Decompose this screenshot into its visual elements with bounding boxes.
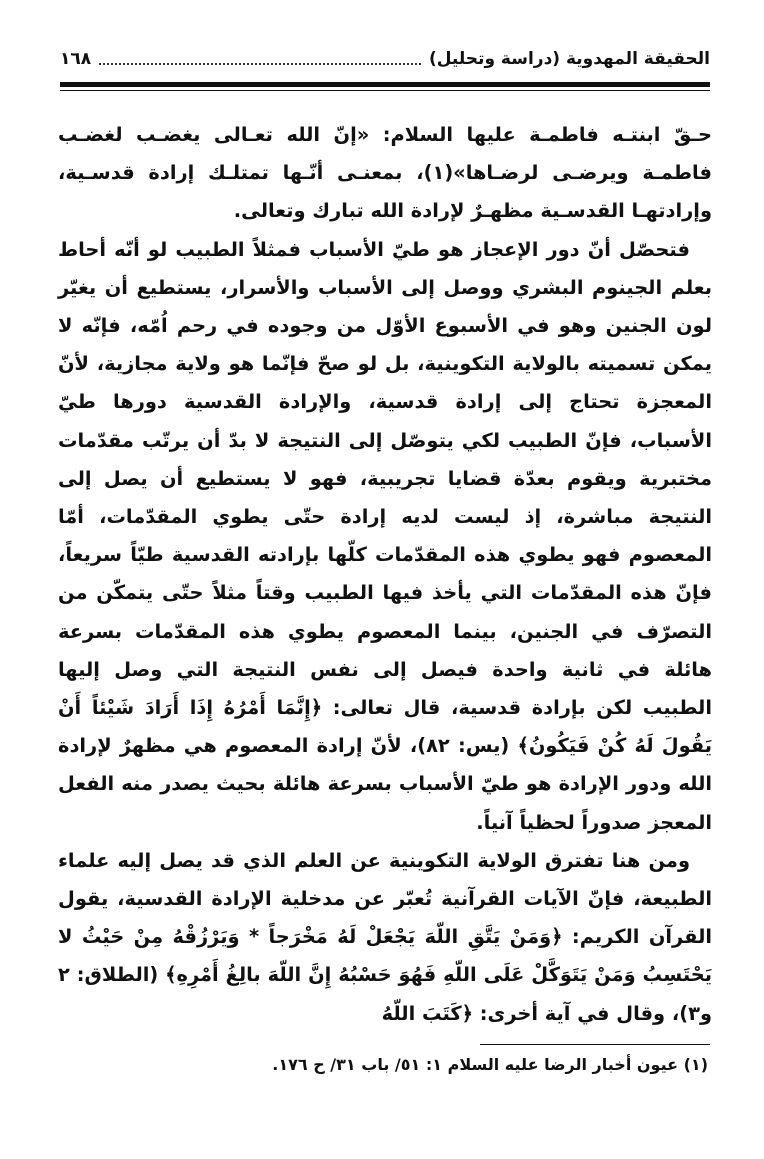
paragraph-3: ومن هنا تفترق الولاية التكوينية عن العلم الذي قد يصل إليه علماء الطبيعة، فإنّ الآيات القرآنية تُعبّر عن مدخلية الإرادة القدسية، يقول القرآن الكريم: ﴿وَمَنْ يَتَّقِ اللّهَ يَجْعَلْ لَهُ مَخْرَجاً * وَيَرْزُقْهُ مِنْ حَيْثُ لا يَحْتَسِبُ وَمَنْ يَتَوَكَّلْ عَلَى اللّهِ فَهُوَ حَسْبُهُ إِنَّ اللّهَ بالِغُ أَمْرِهِ﴾ (الطلاق: ٢ و٣)، وقال في آية أخرى: ﴿كَتَبَ اللّهُ [58,848,712,1025]
header-leader-dots [99,53,421,65]
paragraph-1: حـقّ ابنتـه فاطمـة عليها السلام: «إنّ الله تعـالى يغضـب لغضـب فاطمـة ويرضـى لرضـاها»(١)، بمعنـى أنّـها تمتلـك إرادة قدسـية، وإرادتهـا القدسـية مظهـرٌ لإرادة الله تبارك وتعالى. [58,123,712,223]
running-header [60,44,710,74]
paragraph-2: فتحصّل أنّ دور الإعجاز هو طيّ الأسباب فمثلاً الطبيب لو أنّه أحاط بعلم الجينوم البشري ووصل إلى الأسباب والأسرار، يستطيع أن يغيّر لون الجنين وهو في الأسبوع الأوّل من وجوده في رحم اُمّه، فإنّه لا يمكن تسميته بالولاية التكوينية، بل لو صحّ فإنّما هو ولاية مجازية، لأنّ المعجزة تحتاج إلى إرادة قدسية، والإرادة القدسية دورها طيّ الأسباب، فإنّ الطبيب لكي يتوصّل إلى النتيجة لا بدّ أن يرتّب مقدّمات مختبرية ويقوم بعدّة قضايا تجريبية، فهو لا يستطيع أن يصل إلى النتيجة مباشرة، إذ ليست لديه إرادة حتّى يطوي المقدّمات، أمّا المعصوم فهو يطوي هذه المقدّمات كلّها بإرادته القدسية طيّاً سريعاً، فإنّ هذه المقدّمات التي يأخذ فيها الطبيب وقتاً مثلاً حتّى يتمكّن من التصرّف في الجنين، بينما المعصوم يطوي هذه المقدّمات بسرعة هائلة في ثانية واحدة فيصل إلى نفس النتيجة التي وصل إليها الطبيب لكن بإرادة قدسية، قال تعالى: ﴿إِنَّمَا أَمْرُهُ إِذَا أَرَادَ شَيْئاً أَنْ يَقُولَ لَهُ كُنْ فَيَكُونُ﴾ (يس: ٨٢)، لأنّ إرادة المعصوم هي مظهرٌ لإرادة الله ودور الإرادة هو طيّ الأسباب بسرعة هائلة بحيث يصدر منه الفعل المعجز صدوراً لحظياً آنياً. [58,237,712,834]
footnote-rule [480,1044,710,1045]
page-number: ١٦٨ [60,49,92,69]
footnote: (١) عيون أخبار الرضا عليه السلام ١: ٥١/ باب ٣١/ ح ١٧٦. [272,1055,708,1074]
header-rule-thick [60,82,710,87]
header-title: الحقيقة المهدوية (دراسة وتحليل) [428,49,710,69]
body-text [58,116,712,1033]
header-rule-thin [60,90,710,91]
